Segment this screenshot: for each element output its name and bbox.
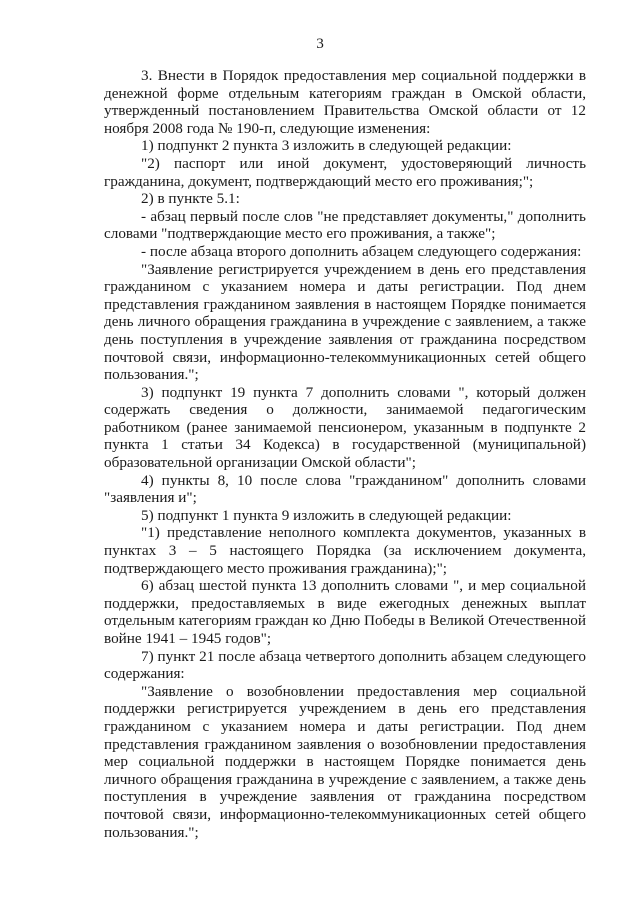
paragraph-subitem-7: 7) пункт 21 после абзаца четвертого дополнить абзацем следующего содержания: (104, 647, 586, 683)
paragraph-item-3: 3. Внести в Порядок предоставления мер социальной поддержки в денежной форме отдельным категориям граждан в Омской области, утвержденный постановлением Правительства Омской области от 12 ноября 2008 года № 190-п, следующие изменения: (104, 67, 586, 137)
paragraph-quoted-text: "2) паспорт или иной документ, удостоверяющий личность гражданина, документ, подтверждающий место его проживания;"; (104, 154, 586, 190)
page-number: 3 (316, 35, 324, 52)
paragraph-dash-item: - абзац первый после слов "не представляет документы," дополнить словами "подтверждающие место его проживания, а также"; (104, 207, 586, 243)
paragraph-subitem-3: 3) подпункт 19 пункта 7 дополнить словами ", который должен содержать сведения о должности, занимаемой педагогическим работником (ранее занимаемой пенсионером, указанным в подпункте 2 пункта 1 статьи 34 Кодекса) в государственной (муниципальной) образовательной организации Омской области"; (104, 383, 586, 472)
paragraph-dash-item: - после абзаца второго дополнить абзацем следующего содержания: (141, 242, 582, 260)
paragraph-quoted-text: "1) представление неполного комплекта документов, указанных в пунктах 3 – 5 настоящего Порядка (за исключением документа, подтверждающего место проживания гражданина);"; (104, 524, 586, 577)
paragraph-subitem-6: 6) абзац шестой пункта 13 дополнить словами ", и мер социальной поддержки, предоставляемых в виде ежегодных денежных выплат отдельным категориям граждан ко Дню Победы в Великой Отечественной войне 1941 – 1945 годов"; (104, 577, 586, 647)
document-body (104, 67, 586, 841)
paragraph-quoted-text: "Заявление регистрируется учреждением в день его представления гражданином с указанием номера и даты регистрации. Под днем представления гражданином заявления в настоящем Порядке понимается день личного обращения гражданина в учреждение с заявлением, а также день поступления в учреждение заявления от гражданина посредством почтовой связи, информационно-телекоммуникационных сетей общего пользования."; (104, 260, 586, 384)
paragraph-quoted-text: "Заявление о возобновлении предоставления мер социальной поддержки регистрируется учреждением в день его представления гражданином с указанием номера и даты регистрации. Под днем представления гражданином заявления о возобновлении предоставления мер социальной поддержки в настоящем Порядке понимается день личного обращения гражданина в учреждение с заявлением, а также день поступления в учреждение заявления от гражданина посредством почтовой связи, информационно-телекоммуникационных сетей общего пользования."; (104, 682, 586, 841)
paragraph-subitem-5: 5) подпункт 1 пункта 9 изложить в следующей редакции: (141, 506, 512, 524)
paragraph-subitem-2: 2) в пункте 5.1: (141, 190, 240, 208)
paragraph-subitem-4: 4) пункты 8, 10 после слова "гражданином" дополнить словами "заявления и"; (104, 471, 586, 507)
paragraph-subitem-1: 1) подпункт 2 пункта 3 изложить в следующей редакции: (141, 137, 512, 155)
